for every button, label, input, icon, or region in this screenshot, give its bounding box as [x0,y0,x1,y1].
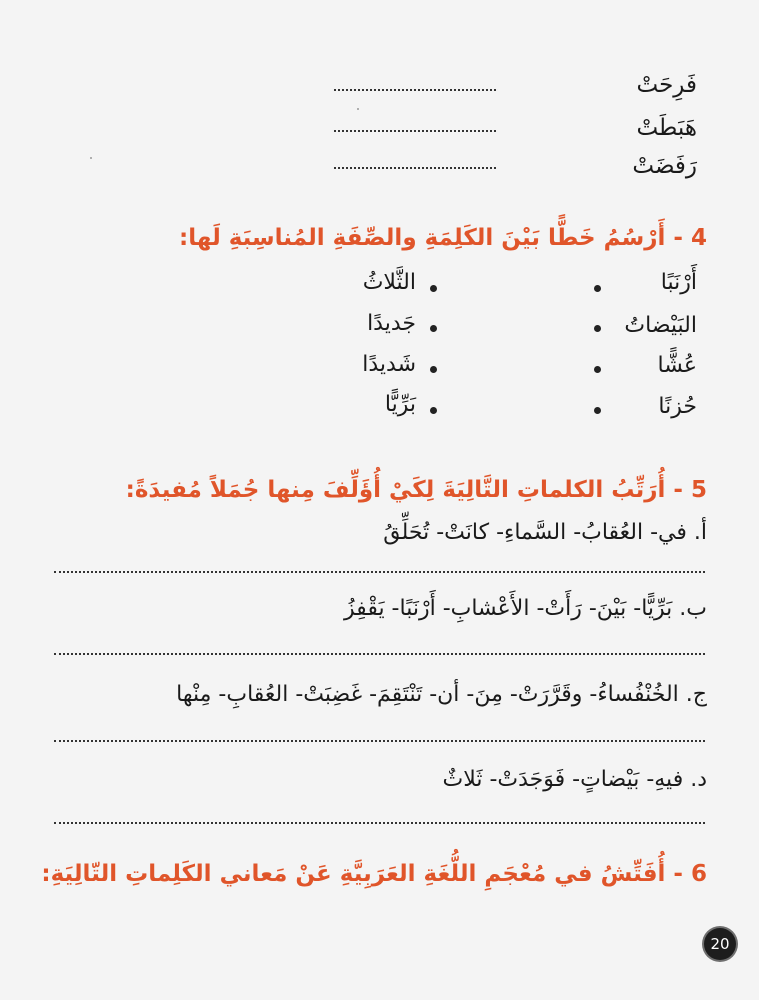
right-bullet-3[interactable] [430,366,437,373]
answer-line-d[interactable] [54,822,705,824]
right-word-1: الثَّلاثُ [362,270,416,295]
answer-line-b[interactable] [54,653,705,655]
top-word-2: هَبَطَتْ [636,115,697,141]
left-word-3: عُشًّا [657,353,697,378]
right-word-4: بَرِّيًّا [384,392,416,417]
sentence-c: ج. الخُنْفُساءُ- وقَرَّرَتْ- مِنَ- أن- تَنْتَقِمَ- غَضِبَتْ- العُقابِ- مِنْها [176,682,707,707]
answer-line-a[interactable] [54,571,705,573]
left-bullet-2[interactable] [594,325,601,332]
section-6-heading: 6 - أُفَتِّشُ في مُعْجَمِ اللُّغَةِ العَرَبِيَّةِ عَنْ مَعاني الكَلِماتِ التّالِيَةِ: [41,861,707,887]
top-word-3: رَفَضَتْ [632,153,697,179]
top-word-1: فَرِحَتْ [636,72,697,98]
scan-speck [90,157,92,159]
left-word-4: حُزنًا [658,394,697,419]
right-bullet-2[interactable] [430,325,437,332]
right-word-2: جَديدًا [367,311,416,336]
answer-line-3[interactable] [334,167,496,169]
right-bullet-4[interactable] [430,407,437,414]
sentence-a: أ. في- العُقابُ- السَّماءِ- كانَتْ- تُحَلِّقُ [383,520,707,545]
section-4-heading: 4 - أَرْسُمُ خَطًّا بَيْنَ الكَلِمَةِ والصِّفَةِ المُناسِبَةِ لَها: [179,225,707,251]
section-5-heading: 5 - أُرَتِّبُ الكلماتِ التَّالِيَةَ لِكَيْ أُؤَلِّفَ مِنها جُمَلاً مُفيدَةً: [125,477,707,503]
answer-line-2[interactable] [334,130,496,132]
sentence-b: ب. بَرِّيًّا- بَيْنَ- رَأَتْ- الأَعْشابِ- أَرْنَبًا- يَقْفِزُ [344,596,707,621]
scan-speck [357,108,359,110]
answer-line-c[interactable] [54,740,705,742]
answer-line-1[interactable] [334,89,496,91]
right-word-3: شَديدًا [362,352,416,377]
left-bullet-4[interactable] [594,407,601,414]
left-bullet-1[interactable] [594,285,601,292]
page-number-badge: 20 [704,928,736,960]
sentence-d: د. فيهِ- بَيْضاتٍ- فَوَجَدَتْ- ثَلاثٌ [442,767,707,792]
left-word-2: البَيْضاتُ [624,313,697,338]
right-bullet-1[interactable] [430,285,437,292]
left-word-1: أَرْنَبًا [660,270,697,295]
left-bullet-3[interactable] [594,366,601,373]
